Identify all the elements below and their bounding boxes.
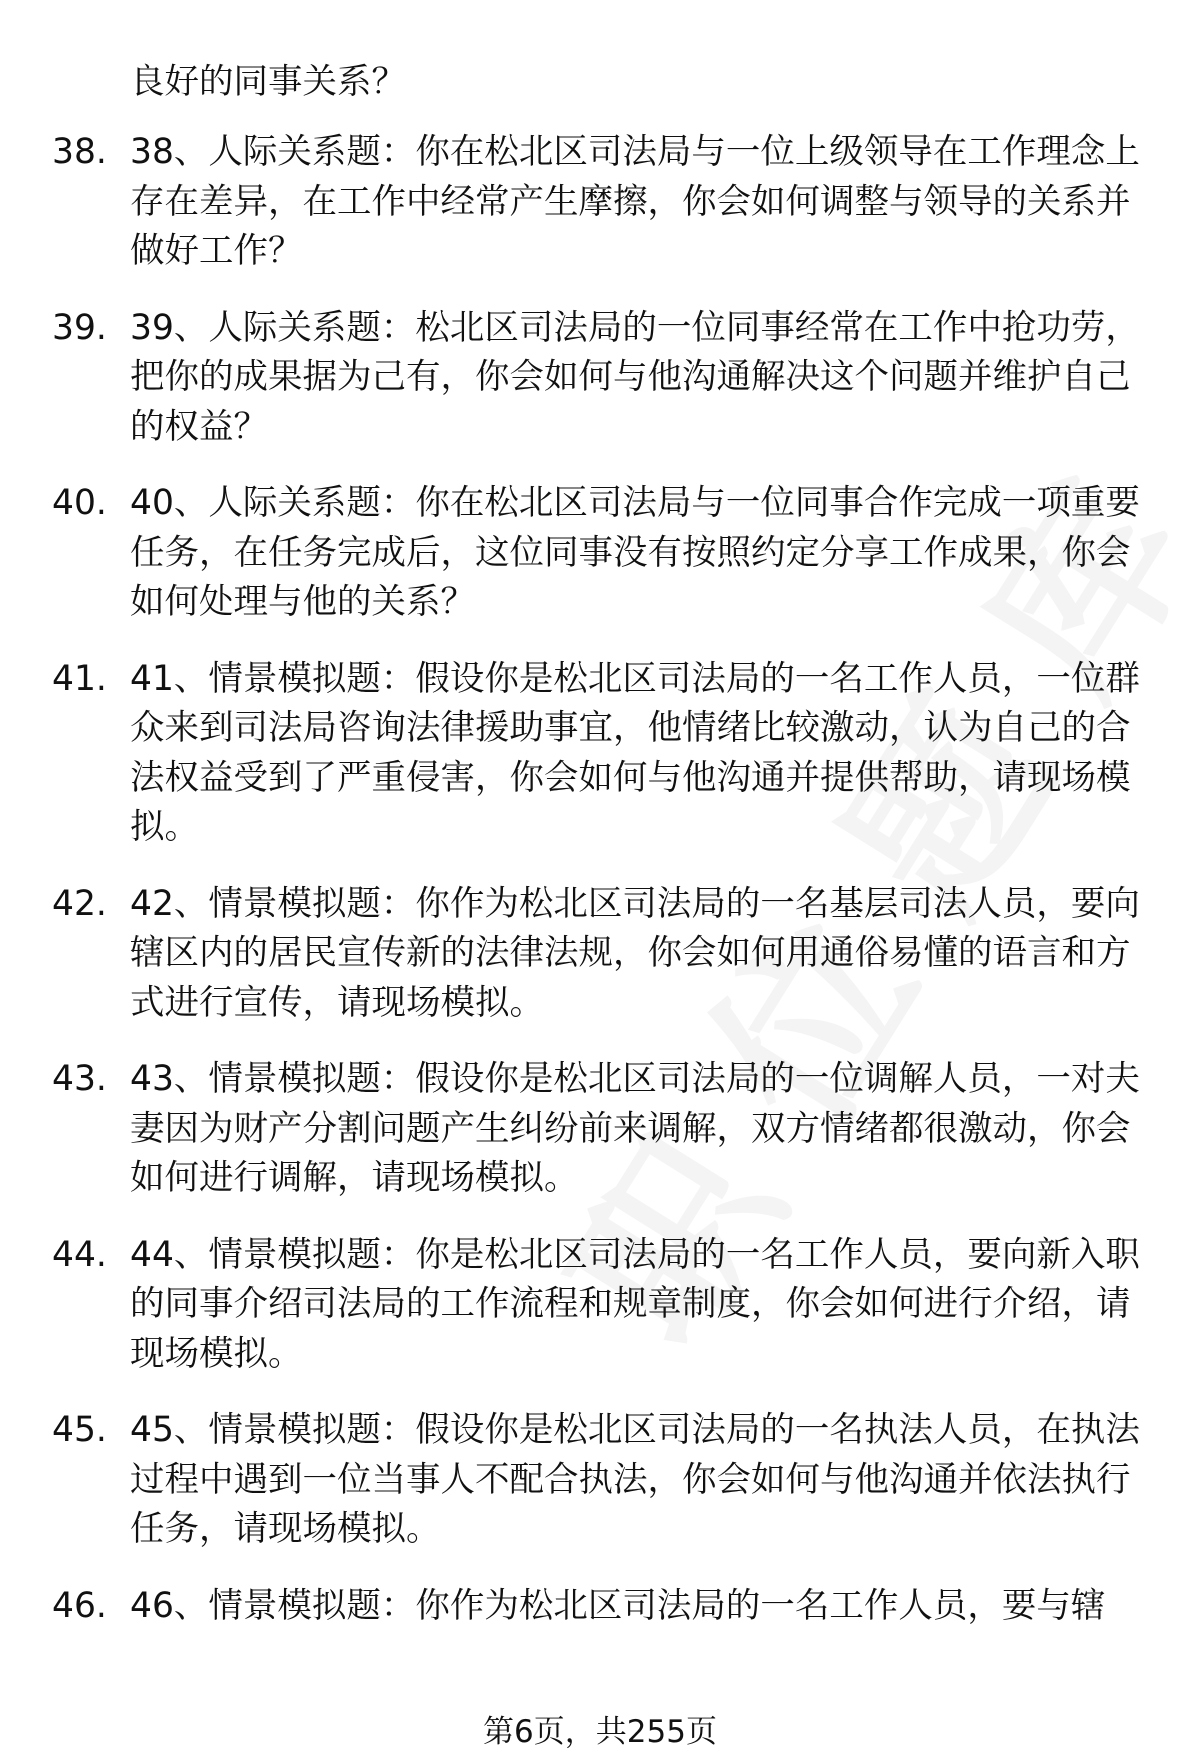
question-number: 39. — [52, 307, 107, 348]
continuation-text: 良好的同事关系？ — [130, 62, 406, 102]
question-number: 40. — [52, 483, 107, 523]
question-item — [0, 655, 1150, 853]
question-text: 40、人际关系题：你在松北区司法局与一位同事合作完成一项重要任务，在任务完成后，这位同事没有按照约定分享工作成果，你会如何处理与他的关系？ — [130, 483, 1140, 622]
question-number: 41. — [52, 658, 107, 699]
question-text: 46、情景模拟题：你作为松北区司法局的一名工作人员，要与辖 — [130, 1585, 1106, 1626]
question-text: 45、情景模拟题：假设你是松北区司法局的一名执法人员，在执法过程中遇到一位当事人不配合执法，你会如何与他沟通并依法执行任务，请现场模拟。 — [130, 1410, 1140, 1549]
question-list — [0, 128, 1200, 1658]
question-item — [0, 1055, 1150, 1204]
question-text: 42、情景模拟题：你作为松北区司法局的一名基层司法人员，要向辖区内的居民宣传新的法律法规，你会如何用通俗易懂的语言和方式进行宣传，请现场模拟。 — [130, 883, 1140, 1023]
question-number: 44. — [52, 1234, 107, 1275]
question-item — [0, 128, 1150, 277]
question-number: 38. — [52, 132, 107, 172]
question-item — [0, 880, 1150, 1029]
question-item — [0, 1582, 1150, 1632]
question-item — [0, 1231, 1150, 1380]
question-number: 42. — [52, 883, 107, 924]
question-text: 38、人际关系题：你在松北区司法局与一位上级领导在工作理念上存在差异，在工作中经常产生摩擦，你会如何调整与领导的关系并做好工作？ — [130, 132, 1140, 271]
page-footer: 第6页，共255页 — [483, 1714, 717, 1750]
question-text: 39、人际关系题：松北区司法局的一位同事经常在工作中抢功劳，把你的成果据为己有，你会如何与他沟通解决这个问题并维护自己的权益？ — [130, 307, 1140, 447]
question-item — [0, 1406, 1150, 1555]
question-item — [0, 479, 1150, 628]
question-text: 44、情景模拟题：你是松北区司法局的一名工作人员，要向新入职的同事介绍司法局的工作流程和规章制度，你会如何进行介绍，请现场模拟。 — [130, 1234, 1140, 1374]
question-number: 45. — [52, 1410, 107, 1450]
question-text: 43、情景模拟题：假设你是松北区司法局的一位调解人员，一对夫妻因为财产分割问题产生纠纷前来调解，双方情绪都很激动，你会如何进行调解，请现场模拟。 — [130, 1059, 1140, 1198]
question-number: 43. — [52, 1059, 107, 1099]
question-item — [0, 304, 1150, 453]
question-text: 41、情景模拟题：假设你是松北区司法局的一名工作人员，一位群众来到司法局咨询法律援助事宜，他情绪比较激动，认为自己的合法权益受到了严重侵害，你会如何与他沟通并提供帮助，请现场模拟。 — [130, 658, 1140, 847]
question-number: 46. — [52, 1585, 107, 1626]
